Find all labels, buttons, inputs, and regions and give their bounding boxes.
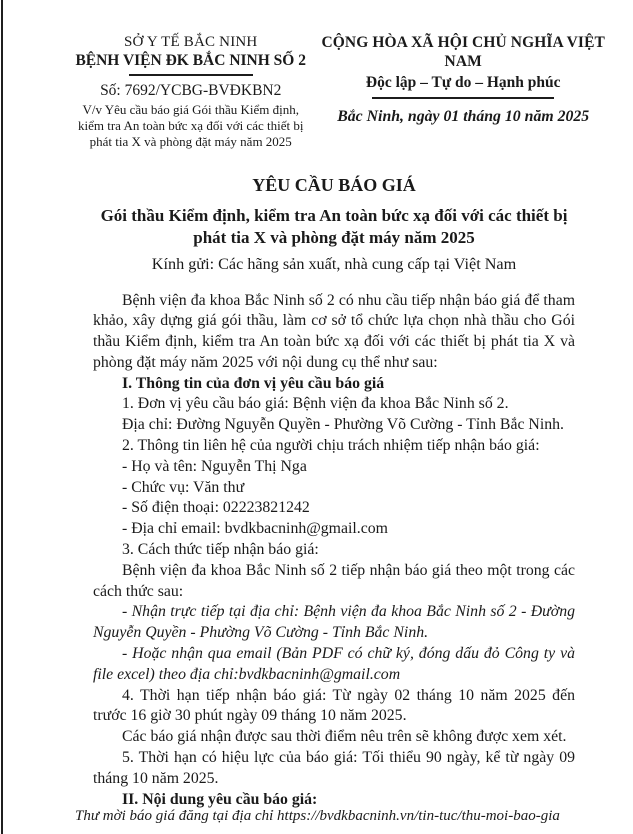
item-validity: 5. Thời hạn có hiệu lực của báo giá: Tối thiểu 90 ngày, kể từ ngày 09 tháng 10 năm 2025. (93, 749, 575, 787)
receiving-method-intro: Bệnh viện đa khoa Bắc Ninh số 2 tiếp nhận báo giá theo một trong các cách thức sau: (93, 561, 575, 600)
document-number: Số: 7692/YCBG-BVĐKBN2 (100, 81, 282, 99)
item-requesting-unit: 1. Đơn vị yêu cầu báo giá: Bệnh viện đa khoa Bắc Ninh số 2. (122, 395, 509, 413)
salutation-line: Kính gửi: Các hãng sản xuất, nhà cung cấp tại Việt Nam (151, 254, 517, 273)
document-title: YÊU CẦU BÁO GIÁ (252, 174, 416, 195)
document-body (93, 291, 575, 811)
issuer-block (68, 33, 313, 150)
org-name: BỆNH VIỆN ĐK BẮC NINH SỐ 2 (75, 52, 306, 69)
national-motto: Độc lập – Tự do – Hạnh phúc (365, 74, 561, 91)
item-contact-name: - Họ và tên: Nguyễn Thị Nga (122, 457, 307, 475)
item-contact-position: - Chức vụ: Văn thư (122, 478, 245, 496)
item-receiving-method: 3. Cách thức tiếp nhận báo giá: (122, 541, 319, 559)
place-date-line: Bắc Ninh, ngày 01 tháng 10 năm 2025 (337, 107, 590, 125)
motto-underline (372, 97, 554, 99)
document-content (0, 174, 633, 811)
document-header (0, 0, 633, 150)
document-subject: V/v Yêu cầu báo giá Gói thầu Kiểm định, kiểm tra An toàn bức xạ đối với các thiết bị phát tia X và phòng đặt máy năm 2025 (77, 101, 304, 149)
intro-paragraph: Bệnh viện đa khoa Bắc Ninh số 2 có nhu cầu tiếp nhận báo giá để tham khảo, xây dựng giá gói thầu, làm cơ sở tổ chức lựa chọn nhà thầu cho Gói thầu Kiểm định, kiểm tra An toàn bức xạ đối với các thiết bị phát tia X và phòng đặt máy năm 2025 với nội dung cụ thể như sau: (93, 291, 575, 371)
section-heading-i: I. Thông tin của đơn vị yêu cầu báo giá (122, 374, 385, 392)
item-deadline: 4. Thời hạn tiếp nhận báo giá: Từ ngày 02 tháng 10 năm 2025 đến trước 16 giờ 30 phút ngày 09 tháng 10 năm 2025. (93, 686, 575, 725)
item-address: Địa chỉ: Đường Nguyễn Quyền - Phường Võ Cường - Tỉnh Bắc Ninh. (122, 416, 564, 434)
national-block (313, 33, 613, 150)
late-quotes-note: Các báo giá nhận được sau thời điểm nêu trên sẽ không được xem xét. (122, 728, 567, 746)
section-heading-ii: II. Nội dung yêu cầu báo giá: (122, 790, 318, 808)
document-subtitle: Gói thầu Kiểm định, kiểm tra An toàn bức xạ đối với các thiết bị phát tia X và phòng đặt máy năm 2025 (100, 205, 568, 247)
method-email: - Hoặc nhận qua email (Bản PDF có chữ ký, đóng dấu đỏ Công ty và file excel) theo địa chỉ:bvdkbacninh@gmail.com (93, 645, 575, 683)
item-contact-phone: - Số điện thoại: 02223821242 (122, 499, 310, 517)
parent-org-name: SỞ Y TẾ BẮC NINH (123, 34, 258, 50)
issuer-underline (129, 74, 253, 76)
page-edge-line (1, 0, 3, 834)
method-direct: - Nhận trực tiếp tại địa chỉ: Bệnh viện đa khoa Bắc Ninh số 2 - Đường Nguyễn Quyền - Phường Võ Cường - Tỉnh Bắc Ninh. (93, 603, 575, 642)
item-contact-info: 2. Thông tin liên hệ của người chịu trách nhiệm tiếp nhận báo giá: (122, 437, 540, 455)
item-contact-email: - Địa chỉ email: bvdkbacninh@gmail.com (122, 520, 388, 538)
national-title: CỘNG HÒA XÃ HỘI CHỦ NGHĨA VIỆT NAM (321, 34, 605, 70)
footer-note: Thư mời báo giá đăng tại địa chỉ https://bvdkbacninh.vn/tin-tuc/thu-moi-bao-gia (75, 808, 560, 824)
